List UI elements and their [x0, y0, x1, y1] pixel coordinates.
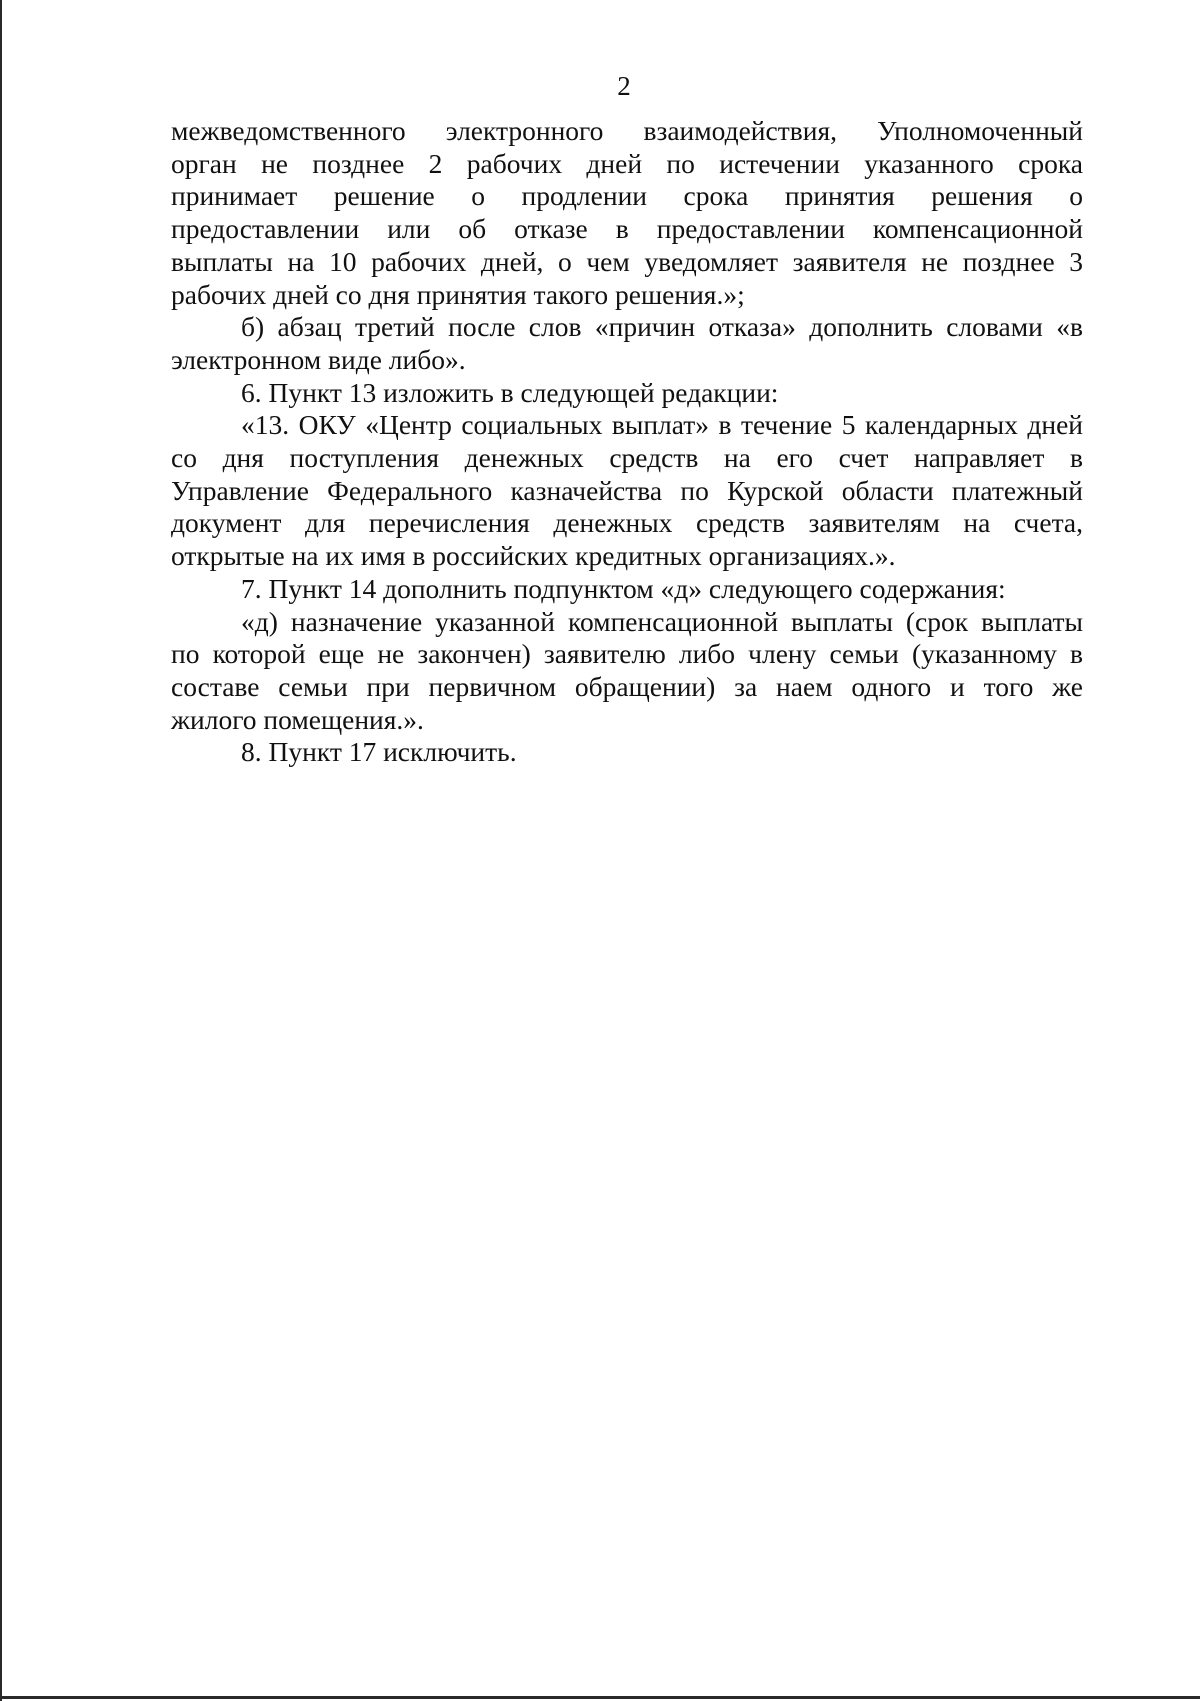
page-number: 2 [617, 71, 631, 101]
paragraph-item-6 [171, 377, 1083, 410]
text-line: «д) назначение указанной компенсационной выплаты (срок выплаты [241, 605, 1083, 637]
text-line: составе семьи при первичном обращении) за наем одного и того же [171, 670, 1083, 702]
text-line: по которой еще не закончен) заявителю либо члену семьи (указанному в [171, 638, 1083, 670]
text-line: 6. Пункт 13 изложить в следующей редакции: [241, 376, 779, 408]
paragraph-continuation [171, 115, 1083, 311]
paragraph-item-7 [171, 573, 1083, 606]
text-line: межведомственного электронного взаимодействия, Уполномоченный [171, 115, 1083, 146]
text-line: электронном виде либо». [171, 343, 466, 375]
document-body [171, 115, 1083, 769]
text-line: орган не позднее 2 рабочих дней по истечении указанного срока [171, 147, 1083, 179]
text-line: рабочих дней со дня принятия такого решения.»; [171, 278, 745, 310]
text-line: выплаты на 10 рабочих дней, о чем уведомляет заявителя не позднее 3 [171, 245, 1083, 277]
text-line: 8. Пункт 17 исключить. [241, 736, 517, 768]
paragraph-subitem-b [171, 311, 1083, 376]
text-line: принимает решение о продлении срока принятия решения о [171, 180, 1083, 212]
text-line: Управление Федерального казначейства по Курской области платежный [171, 474, 1083, 506]
paragraph-item-13-text [171, 409, 1083, 573]
text-line: 7. Пункт 14 дополнить подпунктом «д» следующего содержания: [241, 572, 1006, 604]
text-line: со дня поступления денежных средств на его счет направляет в [171, 442, 1083, 474]
text-line: б) абзац третий после слов «причин отказа» дополнить словами «в [241, 311, 1083, 343]
page-edge-left [0, 0, 2, 1701]
paragraph-subitem-d [171, 606, 1083, 737]
text-line: документ для перечисления денежных средств заявителям на счета, [171, 507, 1083, 539]
paragraph-item-8 [171, 736, 1083, 769]
page-edge-bottom [0, 1696, 1200, 1699]
text-line: жилого помещения.». [171, 703, 424, 735]
text-line: открытые на их имя в российских кредитных организациях.». [171, 540, 896, 572]
text-line: «13. ОКУ «Центр социальных выплат» в течение 5 календарных дней [241, 409, 1083, 441]
text-line: предоставлении или об отказе в предоставлении компенсационной [171, 213, 1083, 245]
